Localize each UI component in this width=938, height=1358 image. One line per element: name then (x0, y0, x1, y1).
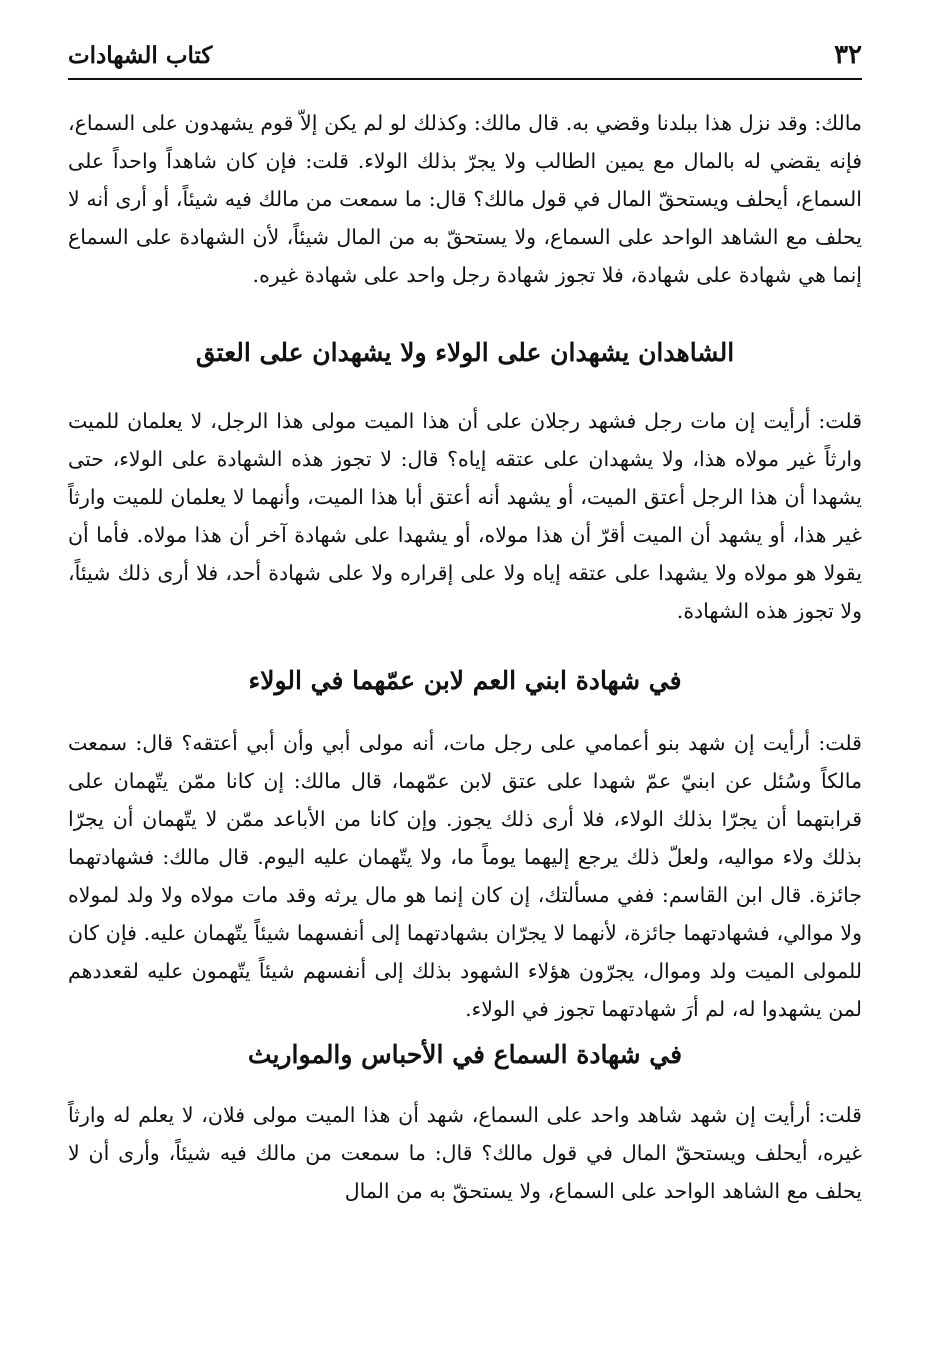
section-heading-1: الشاهدان يشهدان على الولاء ولا يشهدان على العتق (195, 338, 735, 367)
running-header (68, 0, 862, 80)
section-heading-2: في شهادة ابني العم لابن عمّهما في الولاء (248, 666, 682, 695)
book-title: كتاب الشهادات (68, 42, 213, 69)
paragraph-1: مالك: وقد نزل هذا ببلدنا وقضي به. قال مالك: وكذلك لو لم يكن إلاّ قوم يشهدون على السماع، فإنه يقضي له بالمال مع يمين الطالب ولا يجرّ بذلك الولاء. قلت: فإن كان شاهداً واحداً على السماع، أيحلف ويستحقّ المال في قول مالك؟ قال: ما سمعت من مالك فيه شيئاً، أو أرى أنه لا يحلف مع الشاهد الواحد على السماع، ولا يستحقّ به من المال شيئاً، لأن الشهادة على السماع إنما هي شهادة على شهادة، فلا تجوز شهادة رجل واحد على شهادة غيره. (68, 111, 862, 287)
page-number: ٣٢ (834, 40, 862, 70)
paragraph-3: قلت: أرأيت إن شهد بنو أعمامي على رجل مات، أنه مولى أبي وأن أبي أعتقه؟ قال: سمعت مالكاً وسُئل عن ابنيّ عمّ شهدا على عتق لابن عمّهما، قال مالك: إن كانا ممّن يتّهمان على قرابتهما أن يجرّا بذلك الولاء، فلا أرى ذلك يجوز. وإن كانا من الأباعد ممّن لا يتّهمان أن يجرّا بذلك ولاء مواليه، ولعلّ ذلك يرجع إليهما يوماً ما، ولا يتّهمان عليه اليوم. قال مالك: فشهادتهما جائزة. قال ابن القاسم: ففي مسألتك، إن كان إنما هو مال يرثه وقد مات مولاه ولا ولد لمولاه ولا موالي، فشهادتهما جائزة، لأنهما لا يجرّان بشهادتهما إلى أنفسهما شيئاً يتّهمان عليه. فإن كان للمولى الميت ولد وموال، يجرّون هؤلاء الشهود بذلك إلى أنفسهم شيئاً يتّهمون عليه لقعددهم لمن يشهدوا له، لم أرَ شهادتهما تجوز في الولاء. (68, 731, 862, 1021)
paragraph-4: قلت: أرأيت إن شهد شاهد واحد على السماع، شهد أن هذا الميت مولى فلان، لا يعلم له وارثاً غيره، أيحلف ويستحقّ المال في قول مالك؟ قال: ما سمعت من مالك فيه شيئاً، وأرى أن لا يحلف مع الشاهد الواحد على السماع، ولا يستحقّ به من المال (68, 1103, 862, 1203)
paragraph-2: قلت: أرأيت إن مات رجل فشهد رجلان على أن هذا الميت مولى هذا الرجل، لا يعلمان للميت وارثاً غير مولاه هذا، ولا يشهدان على عتقه إياه؟ قال: لا تجوز هذه الشهادة على الولاء، حتى يشهدا أن هذا الرجل أعتق الميت، أو يشهد أنه أعتق أبا هذا الميت، وأنهما لا يعلمان للميت وارثاً غير هذا، أو يشهد أن الميت أقرّ أن هذا مولاه، أو يشهدا على شهادة آخر أن هذا مولاه. فأما أن يقولا هو مولاه ولا يشهدا على عتقه إياه ولا على إقراره ولا على شهادة أحد، فلا أرى ذلك شيئاً، ولا تجوز هذه الشهادة. (68, 409, 862, 623)
section-heading-3: في شهادة السماع في الأحباس والمواريث (247, 1040, 683, 1069)
